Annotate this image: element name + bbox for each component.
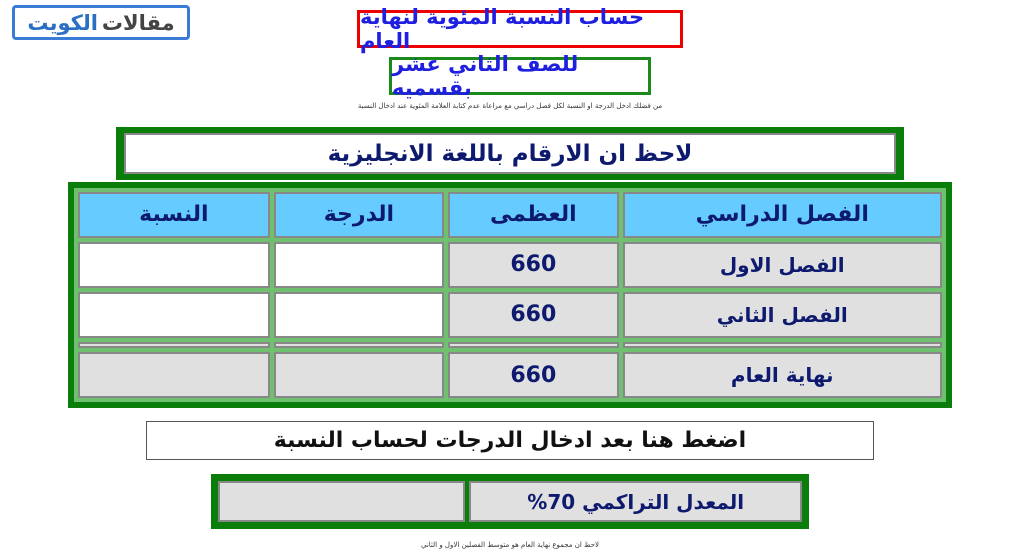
table-row [78,352,942,398]
page-subtitle: للصف الثاني عشر بقسميه [389,57,651,95]
row-max: 660 [448,242,618,288]
row-label: الفصل الثاني [623,292,943,338]
instruction-text: من فضلك ادخل الدرجة او النسبة لكل فصل دراسي مع مراعاة عدم كتابة العلامة المئوية عند ادخال النسبة [357,102,663,110]
row-label: الفصل الاول [623,242,943,288]
result-label: المعدل التراكمي 70% [469,481,802,522]
percent-input[interactable] [78,292,270,338]
row-grade [274,352,444,398]
row-percent [78,352,270,398]
percent-input[interactable] [78,242,270,288]
footer-note: لاحظ ان مجموع نهاية العام هو متوسط الفصلين الاول و الثاني [421,541,599,549]
header-semester: الفصل الدراسي [623,192,943,238]
row-max: 660 [448,292,618,338]
grades-table [68,182,952,408]
result-box [211,474,809,529]
notice-box [116,127,904,180]
row-grade [274,342,444,348]
row-label [623,342,943,348]
row-label: نهاية العام [623,352,943,398]
result-value [218,481,465,522]
table-row [78,292,942,338]
header-max: العظمى [448,192,618,238]
table-header-row [78,192,942,238]
row-percent [78,342,270,348]
page-title: حساب النسبة المئوية لنهاية العام [357,10,683,48]
logo-text-1: مقالات [101,10,175,35]
row-max [448,342,618,348]
calculate-button[interactable]: اضغط هنا بعد ادخال الدرجات لحساب النسبة [146,421,874,460]
table-row [78,242,942,288]
table-row [78,342,942,348]
row-max: 660 [448,352,618,398]
notice-text: لاحظ ان الارقام باللغة الانجليزية [124,133,896,174]
logo-text-2: الكويت [27,10,98,35]
header-grade: الدرجة [274,192,444,238]
header-percent: النسبة [78,192,270,238]
grade-input[interactable] [274,242,444,288]
site-logo[interactable] [12,5,190,40]
grade-input[interactable] [274,292,444,338]
